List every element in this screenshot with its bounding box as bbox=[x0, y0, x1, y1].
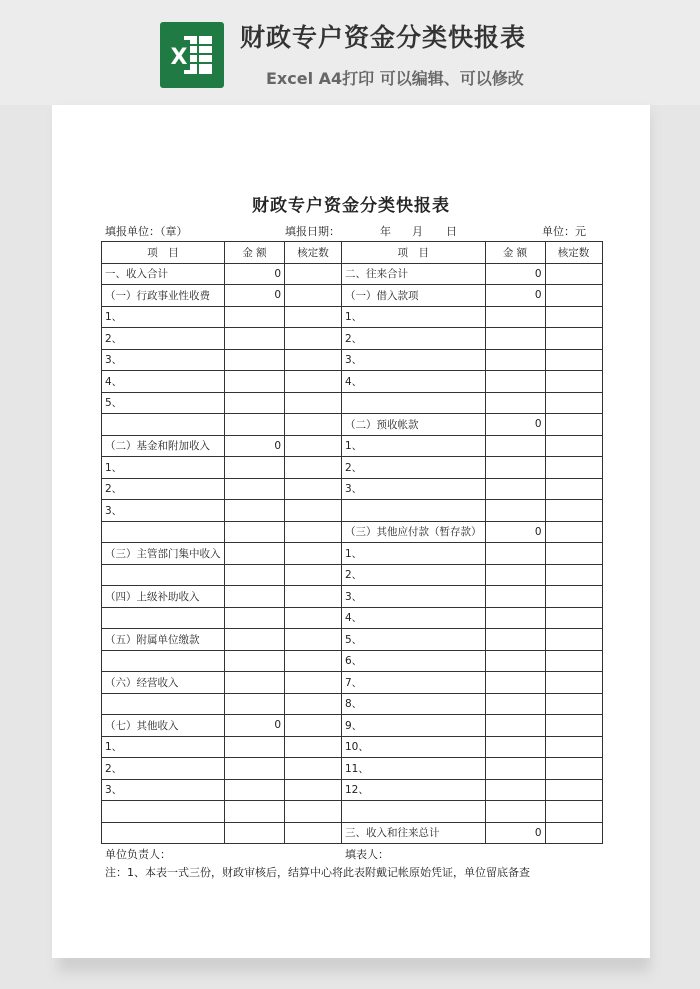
table-cell[interactable] bbox=[485, 371, 545, 393]
table-row bbox=[102, 779, 603, 801]
date-day: 日 bbox=[446, 225, 457, 238]
table-cell[interactable]: 4、 bbox=[342, 607, 486, 629]
banner-title: 财政专户资金分类快报表 bbox=[240, 23, 527, 52]
table-cell[interactable] bbox=[225, 629, 285, 651]
table-cell[interactable]: 2、 bbox=[102, 328, 225, 350]
table-cell[interactable] bbox=[545, 285, 602, 307]
table-cell[interactable] bbox=[545, 306, 602, 328]
table-cell[interactable] bbox=[225, 328, 285, 350]
table-cell[interactable] bbox=[102, 822, 225, 844]
table-cell[interactable]: 2、 bbox=[102, 478, 225, 500]
table-cell[interactable]: （三）主管部门集中收入 bbox=[102, 543, 225, 565]
table-row bbox=[102, 414, 603, 436]
table-cell[interactable] bbox=[285, 650, 342, 672]
table-cell[interactable] bbox=[485, 500, 545, 522]
column-header: 金 额 bbox=[485, 242, 545, 264]
table-cell[interactable]: 0 bbox=[485, 285, 545, 307]
table-cell[interactable]: （六）经营收入 bbox=[102, 672, 225, 694]
table-cell[interactable]: 0 bbox=[485, 414, 545, 436]
column-header: 项 目 bbox=[102, 242, 225, 264]
table-cell[interactable]: 1、 bbox=[342, 306, 486, 328]
table-cell[interactable]: 8、 bbox=[342, 693, 486, 715]
table-row bbox=[102, 349, 603, 371]
table-row bbox=[102, 801, 603, 823]
date-year: 年 bbox=[380, 225, 391, 238]
table-cell[interactable] bbox=[102, 564, 225, 586]
table-cell[interactable]: 0 bbox=[225, 285, 285, 307]
column-header: 金 额 bbox=[225, 242, 285, 264]
table-cell[interactable] bbox=[485, 693, 545, 715]
table-cell[interactable] bbox=[225, 306, 285, 328]
table-cell[interactable] bbox=[485, 457, 545, 479]
report-table bbox=[101, 241, 603, 844]
table-cell[interactable] bbox=[285, 392, 342, 414]
table-cell[interactable]: 1、 bbox=[102, 457, 225, 479]
table-cell[interactable] bbox=[285, 736, 342, 758]
table-cell[interactable] bbox=[102, 801, 225, 823]
table-row bbox=[102, 371, 603, 393]
table-cell[interactable] bbox=[225, 392, 285, 414]
table-cell[interactable] bbox=[485, 629, 545, 651]
table-cell[interactable] bbox=[485, 392, 545, 414]
table-cell[interactable]: 0 bbox=[225, 715, 285, 737]
table-cell[interactable] bbox=[545, 435, 602, 457]
table-cell[interactable]: 0 bbox=[225, 435, 285, 457]
table-cell[interactable] bbox=[285, 500, 342, 522]
excel-icon-letter: X bbox=[170, 45, 188, 70]
table-cell[interactable]: 二、往来合计 bbox=[342, 263, 486, 285]
table-cell[interactable]: 1、 bbox=[342, 435, 486, 457]
table-cell[interactable] bbox=[545, 629, 602, 651]
table-cell[interactable]: 2、 bbox=[342, 457, 486, 479]
table-cell[interactable] bbox=[545, 564, 602, 586]
table-cell[interactable] bbox=[545, 693, 602, 715]
banner bbox=[0, 0, 700, 105]
table-row bbox=[102, 306, 603, 328]
table-cell[interactable] bbox=[342, 500, 486, 522]
table-cell[interactable] bbox=[285, 586, 342, 608]
table-cell[interactable] bbox=[485, 543, 545, 565]
table-cell[interactable] bbox=[285, 435, 342, 457]
table-cell[interactable]: 3、 bbox=[102, 500, 225, 522]
table-cell[interactable] bbox=[285, 564, 342, 586]
table-cell[interactable]: 0 bbox=[225, 263, 285, 285]
table-cell[interactable] bbox=[102, 521, 225, 543]
table-row bbox=[102, 543, 603, 565]
table-cell[interactable] bbox=[545, 521, 602, 543]
footnote: 注：1、本表一式三份，财政审核后，结算中心将此表附戴记帐原始凭证，单位留底备查 bbox=[105, 866, 530, 879]
table-cell[interactable] bbox=[545, 607, 602, 629]
table-cell[interactable]: 5、 bbox=[102, 392, 225, 414]
table-cell[interactable]: 5、 bbox=[342, 629, 486, 651]
table-cell[interactable] bbox=[285, 672, 342, 694]
table-cell[interactable] bbox=[545, 263, 602, 285]
table-row bbox=[102, 457, 603, 479]
table-cell[interactable] bbox=[285, 758, 342, 780]
table-cell[interactable] bbox=[485, 650, 545, 672]
table-cell[interactable] bbox=[485, 758, 545, 780]
table-cell[interactable] bbox=[485, 349, 545, 371]
table-cell[interactable]: （三）其他应付款（暂存款） bbox=[342, 521, 486, 543]
table-cell[interactable] bbox=[225, 478, 285, 500]
table-cell[interactable]: 4、 bbox=[102, 371, 225, 393]
table-cell[interactable]: 1、 bbox=[102, 736, 225, 758]
table-cell[interactable] bbox=[485, 801, 545, 823]
table-cell[interactable] bbox=[102, 650, 225, 672]
table-row bbox=[102, 607, 603, 629]
table-cell[interactable] bbox=[545, 736, 602, 758]
table-cell[interactable]: 2、 bbox=[102, 758, 225, 780]
table-cell[interactable] bbox=[545, 779, 602, 801]
table-cell[interactable] bbox=[545, 586, 602, 608]
responsible-label: 单位负责人： bbox=[105, 848, 171, 861]
table-cell[interactable] bbox=[225, 457, 285, 479]
table-cell[interactable] bbox=[485, 607, 545, 629]
table-cell[interactable]: 11、 bbox=[342, 758, 486, 780]
document-title: 财政专户资金分类快报表 bbox=[252, 196, 450, 216]
filler-label: 填表人： bbox=[345, 848, 389, 861]
table-cell[interactable] bbox=[485, 306, 545, 328]
table-row bbox=[102, 693, 603, 715]
table-row bbox=[102, 758, 603, 780]
table-cell[interactable] bbox=[545, 650, 602, 672]
table-row bbox=[102, 521, 603, 543]
banner-subtitle: Excel A4打印 可以编辑、可以修改 bbox=[266, 69, 524, 88]
table-cell[interactable] bbox=[545, 349, 602, 371]
table-cell[interactable]: （七）其他收入 bbox=[102, 715, 225, 737]
table-cell[interactable] bbox=[545, 758, 602, 780]
table-cell[interactable] bbox=[225, 521, 285, 543]
currency-unit: 单位：元 bbox=[542, 225, 586, 238]
table-cell[interactable] bbox=[225, 564, 285, 586]
table-row bbox=[102, 263, 603, 285]
table-row bbox=[102, 822, 603, 844]
table-cell[interactable] bbox=[485, 328, 545, 350]
table-cell[interactable] bbox=[285, 263, 342, 285]
table-cell[interactable] bbox=[102, 693, 225, 715]
table-row bbox=[102, 392, 603, 414]
table-cell[interactable] bbox=[545, 478, 602, 500]
table-cell[interactable]: （二）基金和附加收入 bbox=[102, 435, 225, 457]
table-cell[interactable]: 3、 bbox=[102, 349, 225, 371]
table-cell[interactable] bbox=[225, 779, 285, 801]
table-cell[interactable] bbox=[285, 801, 342, 823]
table-cell[interactable] bbox=[485, 435, 545, 457]
table-cell[interactable] bbox=[545, 328, 602, 350]
table-cell[interactable] bbox=[285, 607, 342, 629]
table-cell[interactable]: 3、 bbox=[102, 779, 225, 801]
table-cell[interactable] bbox=[545, 822, 602, 844]
table-cell[interactable] bbox=[285, 543, 342, 565]
table-cell[interactable] bbox=[225, 607, 285, 629]
table-cell[interactable]: 三、收入和往来总计 bbox=[342, 822, 486, 844]
date-label: 填报日期： bbox=[285, 225, 340, 238]
table-cell[interactable]: 2、 bbox=[342, 328, 486, 350]
table-cell[interactable] bbox=[485, 715, 545, 737]
table-cell[interactable]: 10、 bbox=[342, 736, 486, 758]
table-cell[interactable] bbox=[225, 650, 285, 672]
table-cell[interactable] bbox=[545, 801, 602, 823]
table-row bbox=[102, 500, 603, 522]
table-cell[interactable]: 3、 bbox=[342, 586, 486, 608]
table-row bbox=[102, 564, 603, 586]
table-cell[interactable] bbox=[225, 349, 285, 371]
table-cell[interactable] bbox=[545, 715, 602, 737]
table-row bbox=[102, 285, 603, 307]
table-cell[interactable] bbox=[545, 457, 602, 479]
table-row bbox=[102, 629, 603, 651]
table-cell[interactable]: 9、 bbox=[342, 715, 486, 737]
table-row bbox=[102, 715, 603, 737]
document-page bbox=[52, 105, 650, 958]
table-cell[interactable] bbox=[545, 392, 602, 414]
table-cell[interactable]: （五）附属单位缴款 bbox=[102, 629, 225, 651]
table-cell[interactable] bbox=[342, 801, 486, 823]
table-cell[interactable] bbox=[285, 478, 342, 500]
table-cell[interactable] bbox=[485, 564, 545, 586]
column-header: 核定数 bbox=[285, 242, 342, 264]
table-cell[interactable]: 0 bbox=[485, 263, 545, 285]
table-cell[interactable] bbox=[225, 500, 285, 522]
table-cell[interactable]: 1、 bbox=[102, 306, 225, 328]
table-cell[interactable] bbox=[225, 672, 285, 694]
unit-label: 填报单位：（章） bbox=[105, 225, 188, 238]
table-cell[interactable] bbox=[545, 414, 602, 436]
table-cell[interactable]: （二）预收帐款 bbox=[342, 414, 486, 436]
table-cell[interactable] bbox=[285, 306, 342, 328]
table-row bbox=[102, 736, 603, 758]
table-cell[interactable]: 0 bbox=[485, 521, 545, 543]
table-cell[interactable]: 2、 bbox=[342, 564, 486, 586]
table-cell[interactable] bbox=[285, 328, 342, 350]
table-cell[interactable]: （四）上级补助收入 bbox=[102, 586, 225, 608]
table-cell[interactable] bbox=[545, 500, 602, 522]
table-cell[interactable]: 3、 bbox=[342, 349, 486, 371]
table-cell[interactable] bbox=[485, 736, 545, 758]
table-cell[interactable] bbox=[225, 736, 285, 758]
table-cell[interactable]: （一）行政事业性收费 bbox=[102, 285, 225, 307]
column-header: 项 目 bbox=[342, 242, 486, 264]
table-row bbox=[102, 586, 603, 608]
table-row bbox=[102, 672, 603, 694]
table-cell[interactable] bbox=[285, 414, 342, 436]
excel-icon bbox=[160, 22, 224, 88]
table-cell[interactable]: （一）借入款项 bbox=[342, 285, 486, 307]
table-cell[interactable] bbox=[225, 414, 285, 436]
table-cell[interactable] bbox=[285, 521, 342, 543]
table-cell[interactable] bbox=[285, 822, 342, 844]
table-cell[interactable] bbox=[285, 285, 342, 307]
table-cell[interactable] bbox=[285, 715, 342, 737]
table-cell[interactable] bbox=[225, 586, 285, 608]
column-header: 核定数 bbox=[545, 242, 602, 264]
table-cell[interactable] bbox=[225, 801, 285, 823]
table-header-row bbox=[102, 242, 603, 264]
table-row bbox=[102, 328, 603, 350]
table-cell[interactable] bbox=[225, 693, 285, 715]
table-cell[interactable] bbox=[102, 414, 225, 436]
table-cell[interactable]: 一、收入合计 bbox=[102, 263, 225, 285]
table-cell[interactable] bbox=[485, 779, 545, 801]
table-cell[interactable]: 1、 bbox=[342, 543, 486, 565]
table-cell[interactable]: 4、 bbox=[342, 371, 486, 393]
table-cell[interactable] bbox=[225, 822, 285, 844]
table-cell[interactable] bbox=[485, 586, 545, 608]
table-cell[interactable] bbox=[285, 779, 342, 801]
table-cell[interactable] bbox=[285, 349, 342, 371]
table-cell[interactable] bbox=[545, 371, 602, 393]
table-cell[interactable] bbox=[285, 371, 342, 393]
table-cell[interactable] bbox=[545, 672, 602, 694]
table-cell[interactable] bbox=[545, 543, 602, 565]
table-cell[interactable] bbox=[342, 392, 486, 414]
table-cell[interactable] bbox=[102, 607, 225, 629]
table-cell[interactable]: 12、 bbox=[342, 779, 486, 801]
table-cell[interactable] bbox=[225, 371, 285, 393]
table-cell[interactable] bbox=[285, 457, 342, 479]
table-cell[interactable]: 0 bbox=[485, 822, 545, 844]
date-month: 月 bbox=[412, 225, 423, 238]
table-cell[interactable]: 3、 bbox=[342, 478, 486, 500]
table-cell[interactable] bbox=[285, 693, 342, 715]
table-row bbox=[102, 650, 603, 672]
table-cell[interactable] bbox=[225, 758, 285, 780]
table-cell[interactable] bbox=[225, 543, 285, 565]
table-cell[interactable]: 7、 bbox=[342, 672, 486, 694]
table-cell[interactable] bbox=[485, 672, 545, 694]
table-row bbox=[102, 478, 603, 500]
table-cell[interactable] bbox=[485, 478, 545, 500]
table-row bbox=[102, 435, 603, 457]
table-cell[interactable] bbox=[285, 629, 342, 651]
table-cell[interactable]: 6、 bbox=[342, 650, 486, 672]
